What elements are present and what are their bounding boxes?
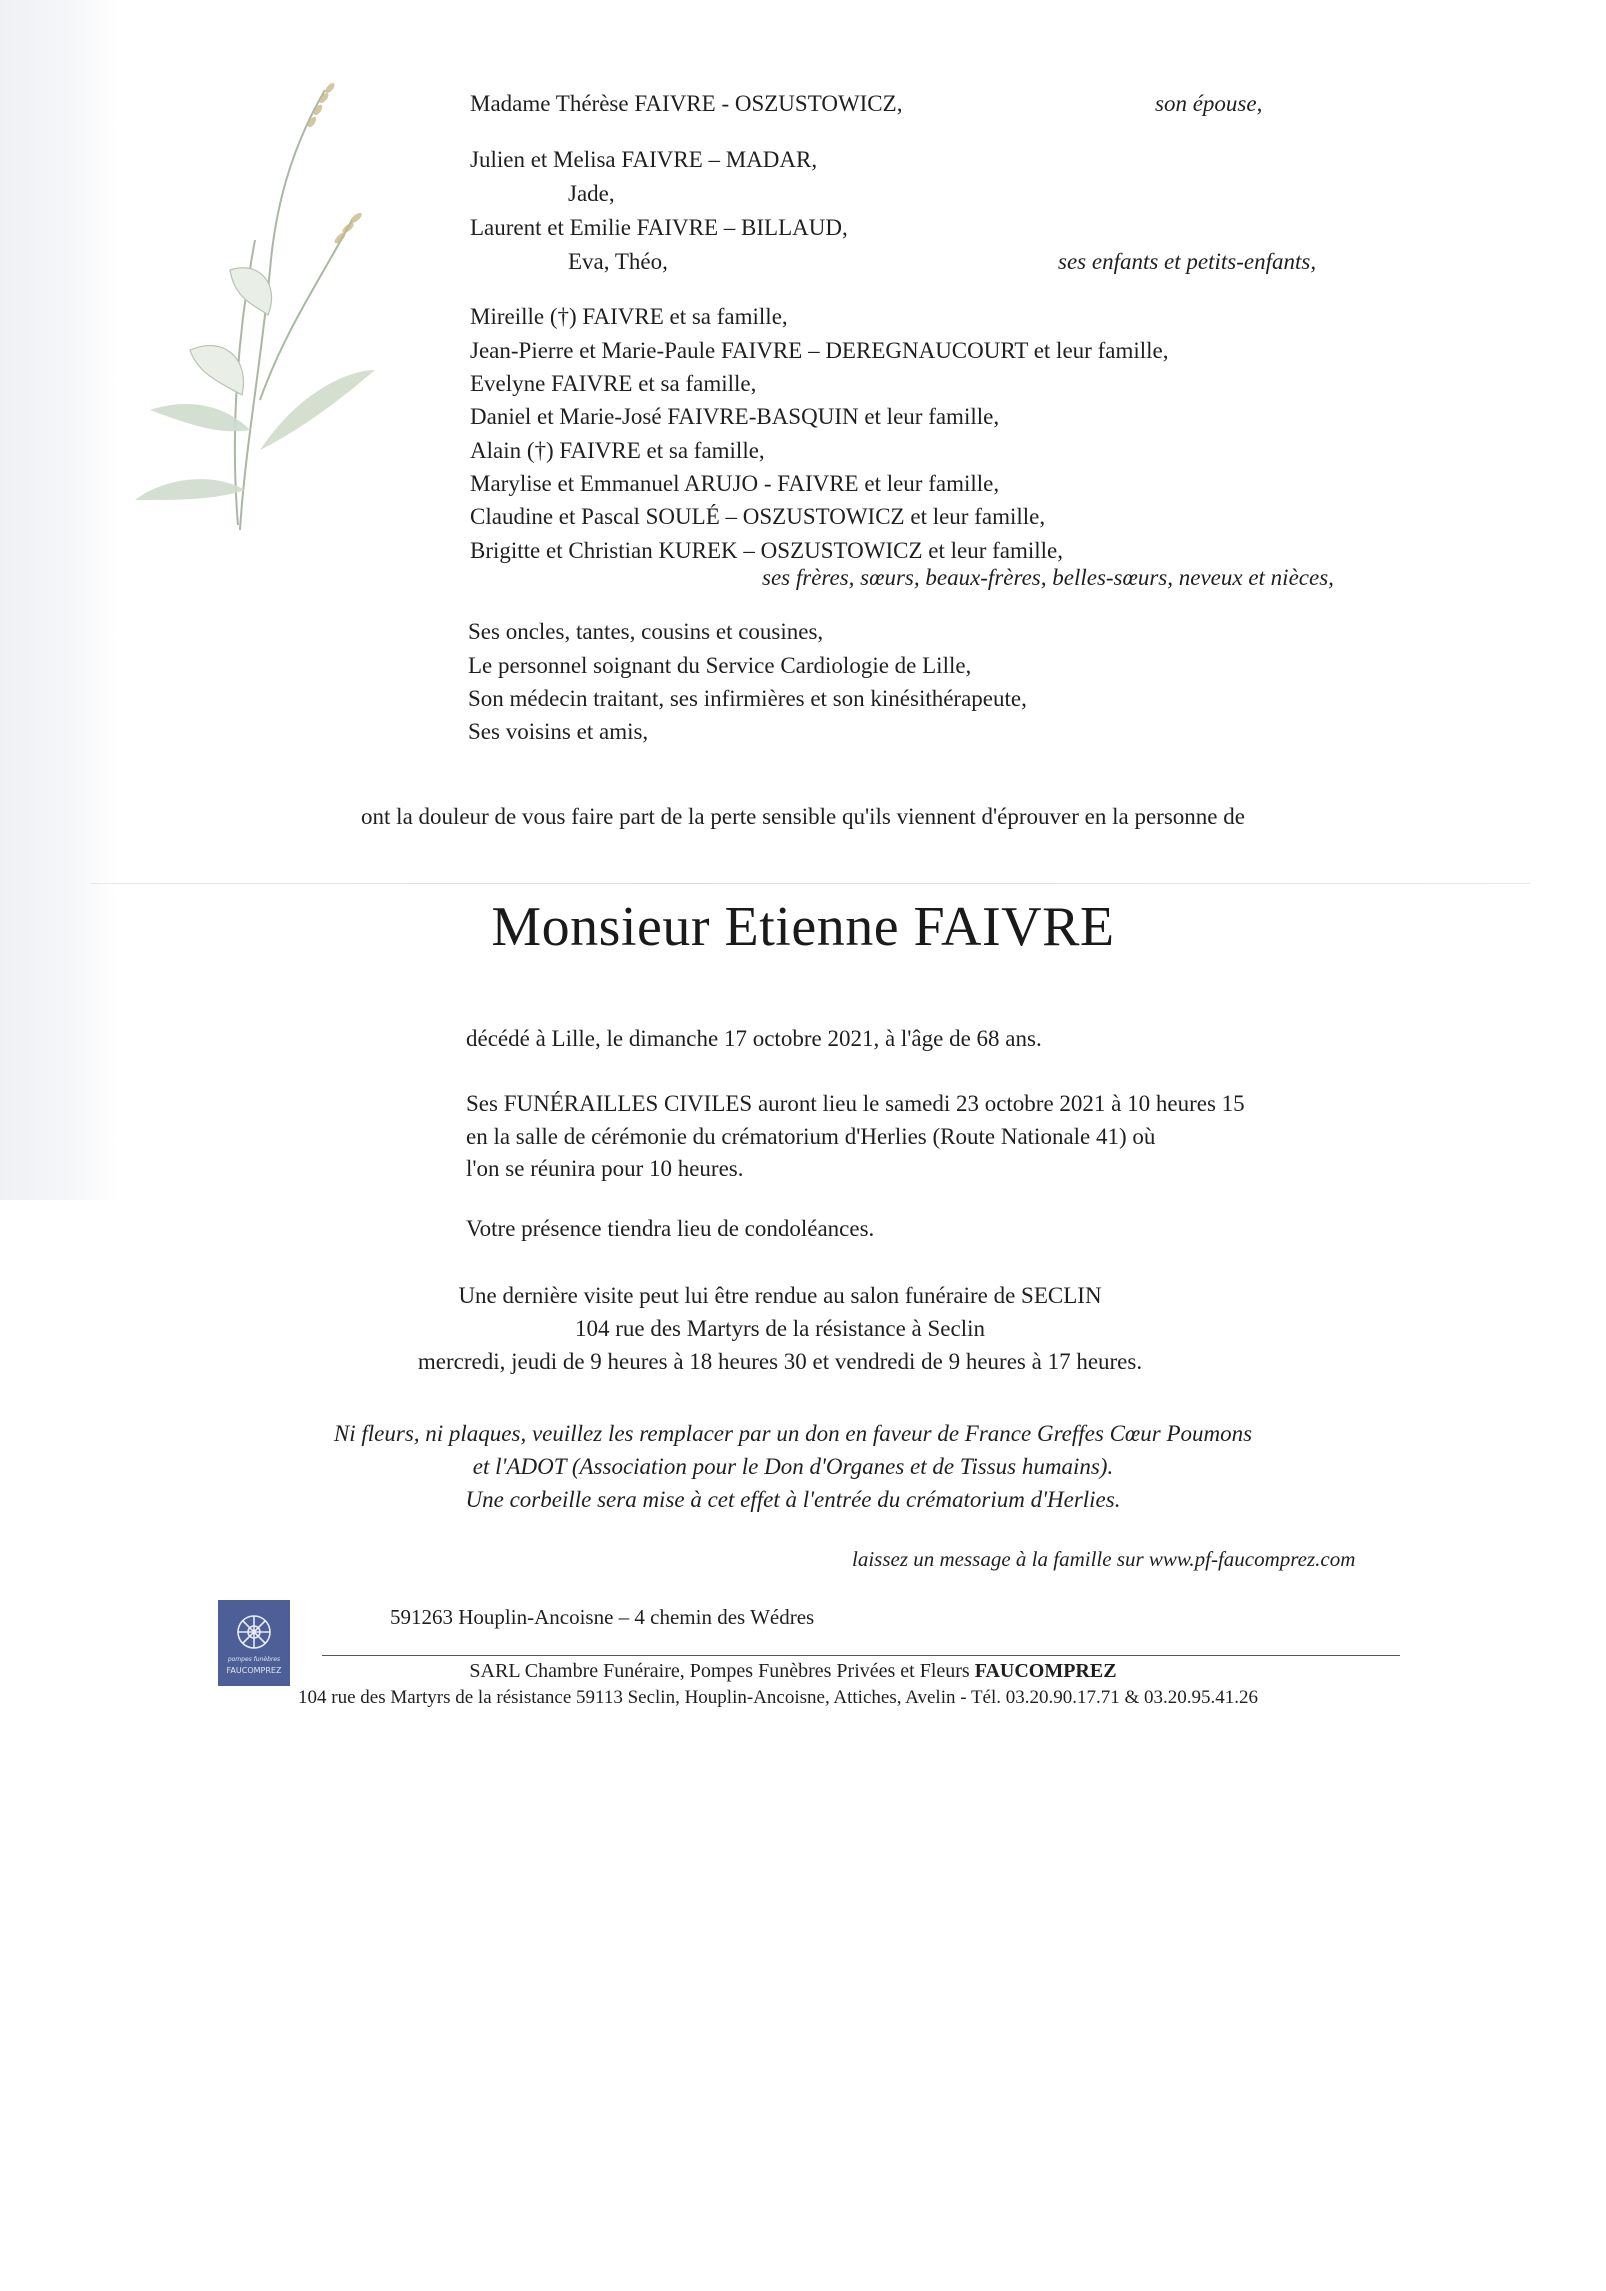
company-address: 104 rue des Martyrs de la résistance 59113 Seclin, Houplin-Ancoisne, Attiches, Avelin - Tél. 03.20.90.17.71 & 03.20.95.41.26 [298, 1687, 1259, 1708]
sibling-line: Alain (†) FAIVRE et sa famille, [470, 438, 765, 463]
children-role: ses enfants et petits-enfants, [1058, 249, 1317, 274]
visit-line: 104 rue des Martyrs de la résistance à Seclin [574, 1316, 986, 1341]
visit-line: mercredi, jeudi de 9 heures à 18 heures 30 et vendredi de 9 heures à 17 heures. [417, 1349, 1143, 1374]
deceased-name: Monsieur Etienne FAIVRE [491, 896, 1115, 958]
visit-line: Une dernière visite peut lui être rendue au salon funéraire de SECLIN [458, 1283, 1102, 1308]
child-line: Laurent et Emilie FAIVRE – BILLAUD, [470, 215, 848, 240]
logo-subtitle: pompes funèbres [227, 1656, 281, 1663]
other-line: Son médecin traitant, ses infirmières et son kinésithérapeute, [468, 686, 1027, 711]
death-details: décédé à Lille, le dimanche 17 octobre 2021, à l'âge de 68 ans. [466, 1026, 1042, 1051]
funeral-line: en la salle de cérémonie du crématorium d'Herlies (Route Nationale 41) où [466, 1124, 1156, 1149]
funeral-line: l'on se réunira pour 10 heures. [466, 1156, 744, 1181]
other-line: Le personnel soignant du Service Cardiologie de Lille, [468, 653, 972, 678]
company-prefix: SARL Chambre Funéraire, Pompes Funèbres Privées et Fleurs [469, 1660, 975, 1682]
other-line: Ses oncles, tantes, cousins et cousines, [468, 619, 824, 644]
other-line: Ses voisins et amis, [468, 719, 649, 744]
sibling-line: Daniel et Marie-José FAIVRE-BASQUIN et leur famille, [470, 404, 1000, 429]
lily-wheat-illustration-icon [120, 70, 380, 540]
announcement-text: ont la douleur de vous faire part de la perte sensible qu'ils viennent d'éprouver en la personne de [361, 804, 1245, 829]
grandchild-line: Jade, [568, 181, 615, 206]
reference-line: 591263 Houplin-Ancoisne – 4 chemin des Wédres [390, 1605, 815, 1629]
sibling-line: Jean-Pierre et Marie-Paule FAIVRE – DEREGNAUCOURT et leur famille, [470, 338, 1169, 363]
spouse-name: Madame Thérèse FAIVRE - OSZUSTOWICZ, [470, 91, 903, 116]
child-line: Julien et Melisa FAIVRE – MADAR, [470, 147, 818, 172]
sibling-line: Marylise et Emmanuel ARUJO - FAIVRE et leur famille, [470, 471, 1000, 496]
company-name: FAUCOMPREZ [974, 1660, 1117, 1682]
flowers-note: Une corbeille sera mise à cet effet à l'entrée du crématorium d'Herlies. [465, 1487, 1121, 1512]
footer-divider [322, 1655, 1400, 1656]
funeral-line: Ses FUNÉRAILLES CIVILES auront lieu le samedi 23 octobre 2021 à 10 heures 15 [466, 1091, 1245, 1116]
grandchild-line: Eva, Théo, [568, 249, 668, 274]
message-link[interactable]: laissez un message à la famille sur www.pf-faucomprez.com [852, 1547, 1356, 1571]
sibling-line: Brigitte et Christian KUREK – OSZUSTOWICZ et leur famille, [470, 538, 1064, 563]
spouse-role: son épouse, [1155, 91, 1263, 116]
sibling-line: Claudine et Pascal SOULÉ – OSZUSTOWICZ et leur famille, [470, 504, 1046, 529]
side-shading [0, 0, 120, 1200]
sibling-line: Evelyne FAIVRE et sa famille, [470, 371, 757, 396]
siblings-role: ses frères, sœurs, beaux-frères, belles-sœurs, neveux et nièces, [762, 565, 1334, 590]
flowers-note: Ni fleurs, ni plaques, veuillez les remplacer par un don en faveur de France Greffes Cœur Poumons [333, 1421, 1253, 1446]
company-line [120, 1659, 1466, 1683]
flowers-note: et l'ADOT (Association pour le Don d'Organes et de Tissus humains). [472, 1454, 1114, 1479]
sibling-line: Mireille (†) FAIVRE et sa famille, [470, 304, 788, 329]
logo-name: FAUCOMPREZ [226, 1666, 282, 1675]
condolences-text: Votre présence tiendra lieu de condoléances. [466, 1216, 875, 1241]
section-divider [90, 883, 1530, 884]
